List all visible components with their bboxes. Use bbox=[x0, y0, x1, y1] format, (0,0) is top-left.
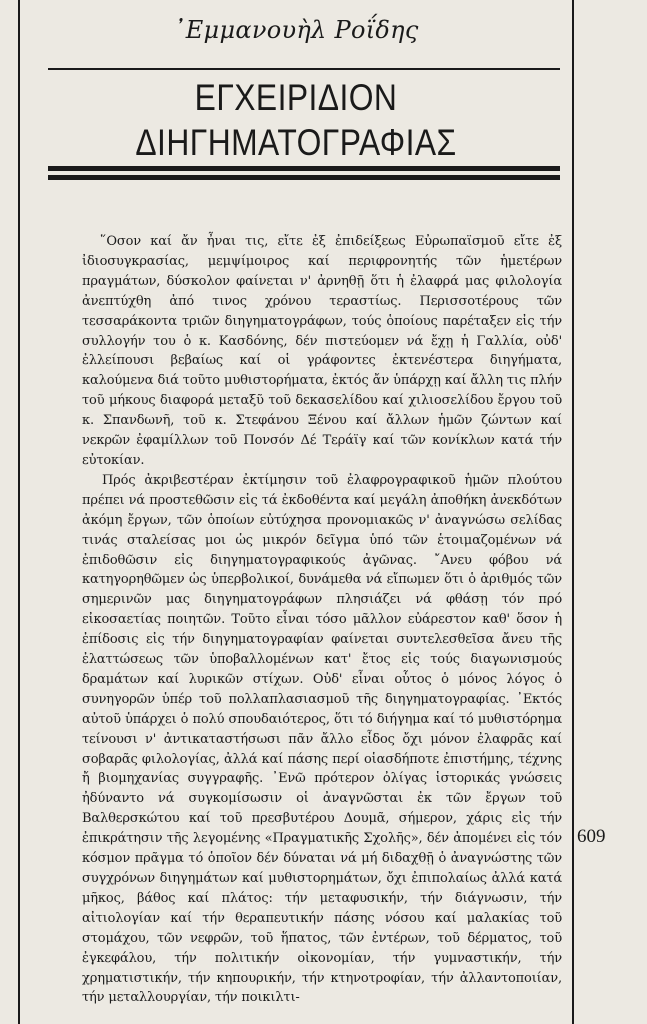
title-line-1: ΕΓΧΕΙΡΙΔΙΟΝ bbox=[194, 77, 398, 118]
title-bottom-rule-1 bbox=[48, 166, 560, 171]
title-bottom-rule-2 bbox=[48, 175, 560, 180]
title-top-rule bbox=[48, 68, 560, 70]
article-body bbox=[82, 232, 562, 1008]
author-name: ᾿Εμμανουὴλ Ροΐδης bbox=[173, 16, 419, 44]
paragraph-2: Πρός ἀκριβεστέραν ἐκτίμησιν τοῦ ἐλαφρογραφικοῦ ἡμῶν πλούτου πρέπει νά προστεθῶσιν εἰς τά ἐκδοθέντα καί μεγάλη ἀποθήκη ἀνεκδότων ἀκόμη ἔργων, τῶν ὁποίων εὐτύχησα προνομιακῶς ν' ἀναγνώσω σελίδας τινάς σταλείσας μοι ὡς μικρόν δεῖγμα ὑπό τῶν ἑτοιμαζομένων νά ἐπιδοθῶσιν εἰς διηγηματογραφικούς ἀγῶνας. ῎Ανευ φόβου νά κατηγορηθῶμεν ὡς ὑπερβολικοί, δυνάμεθα νά εἴπωμεν ὅτι ὁ ἀριθμός τῶν σημερινῶν μας διηγηματογράφων πλησιάζει νά φθάσῃ τόν πρό εἰκοσαετίας ποιητῶν. Τοῦτο εἶναι τόσο μᾶλλον εὐάρεστον καθ' ὅσον ἡ ἐπίδοσις εἰς τήν διηγηματογραφίαν φαίνεται συντελεσθεῖσα ἄνευ τῆς ἐλαττώσεως τῶν ὑποβαλλομένων κατ' ἔτος εἰς τούς διαγωνισμούς δραμάτων καί λυρικῶν στίχων. Οὐδ' εἶναι οὗτος ὁ μόνος λόγος ὁ συνηγορῶν ὑπέρ τοῦ πολλαπλασιασμοῦ τῆς διηγηματογραφίας. ᾿Εκτός αὐτοῦ ὑπάρχει ὁ πολύ σπουδαιότερος, ὅτι τό διήγημα καί τό μυθιστόρημα τείνουσι ν' ἀντικαταστήσωσι πᾶν ἄλλο εἶδος ὄχι μόνον ἐλαφρᾶς καί σοβαρᾶς φιλολογίας, ἀλλά καί πάσης περί οἱασδήποτε ἐπιστήμης, τέχνης ἤ βιομηχανίας συγγραφῆς. ᾿Ενῶ πρότερον ὀλίγας ἱστορικάς γνώσεις ἠδύναντο νά συγκομίσωσιν οἱ ἀναγνῶσται ἐκ τῶν ἔργων τοῦ Βαλθερσκώτου καί τοῦ πρεσβυτέρου Δουμᾶ, σήμερον, χάρις εἰς τήν ἐπικράτησιν τῆς λεγομένης «Πραγματικῆς Σχολῆς», δέν ἀπομένει εἰς τόν κόσμον πρᾶγμα τό ὁποῖον δέν δύναται νά μή διδαχθῇ ὁ ἀναγνώστης τῶν συγχρόνων διηγημάτων καί μυθιστορημάτων, ὄχι ἐπιπολαίως ἀλλά κατά μῆκος, βάθος καί πλάτος: τήν μεταφυσικήν, τήν διάγνωσιν, τήν αἰτιολογίαν καί τήν θεραπευτικήν πάσης νόσου καί μαλακίας τοῦ στομάχου, τῶν νεφρῶν, τοῦ ἥπατος, τῶν ἐντέρων, τοῦ δέρματος, τοῦ ἐγκεφάλου, τήν πολιτικήν οἰκονομίαν, τήν γυμναστικήν, τήν χρηματιστικήν, τήν κηπουρικήν, τήν κτηνοτροφίαν, τήν ἀλλαντοποιίαν, τήν μεταλλουργίαν, τήν ποικιλτι- bbox=[82, 472, 562, 1006]
page-number: 609 bbox=[577, 826, 606, 847]
right-margin-rule bbox=[572, 0, 574, 1024]
left-margin-rule bbox=[18, 0, 20, 1024]
title-line-2: ΔΙΗΓΗΜΑΤΟΓΡΑΦΙΑΣ bbox=[135, 122, 457, 163]
paragraph-1: ῞Οσον καί ἄν ἦναι τις, εἴτε ἐξ ἐπιδείξεως Εὐρωπαϊσμοῦ εἴτε ἐξ ἰδιοσυγκρασίας, μεμψίμοιρος καί περιφρονητής τῶν ἡμετέρων πραγμάτων, δύσκολον φαίνεται ν' ἀρνηθῇ ὅτι ἡ ἐλαφρά μας φιλολογία ἀνεπτύχθη ἀπό τινος χρόνου τεραστίως. Περισσοτέρους τῶν τεσσαράκοντα τριῶν διηγηματογράφων, τούς ὁποίους παρέταξεν εἰς τήν συλλογήν του ὁ κ. Κασδόνης, δέν πιστεύομεν νά ἔχῃ ἡ Γαλλία, οὐδ' ἐλλείπουσι βεβαίως καί οἱ γράφοντες ἐκτενέστερα διηγήματα, καλούμενα διά τοῦτο μυθιστορήματα, ἐκτός ἄν ὑπάρχῃ καί ἄλλη τις πλήν τοῦ μήκους διαφορά μεταξῦ τοῦ δεκασελίδου καί χιλιοσελίδου ἔργου τοῦ κ. Σπανδωνῆ, τοῦ κ. Στεφάνου Ξένου καί ἄλλων ἡμῶν ζώντων καί νεκρῶν ἐφαμίλλων τοῦ Πονσόν Δέ Τεράϊγ καί τῶν κονίκλων κατά τήν εὐτοκίαν. bbox=[82, 234, 562, 468]
